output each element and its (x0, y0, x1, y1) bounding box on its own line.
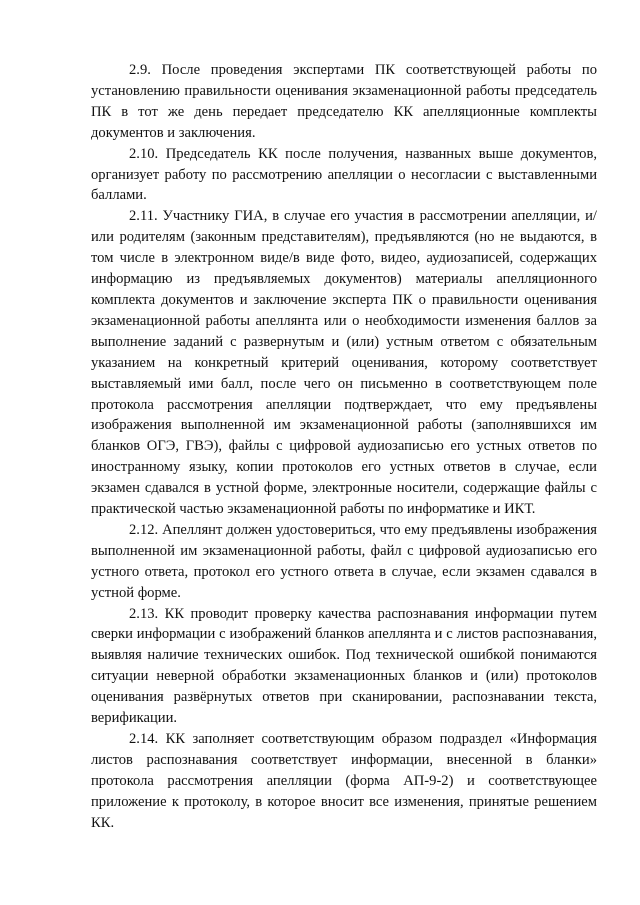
paragraph-2-13: 2.13. КК проводит проверку качества распознавания информации путем сверки информации с изображений бланков апеллянта и с листов распознавания, выявляя наличие технических ошибок. Под технической ошибкой понимаются ситуации неверной обработки экзаменационных бланков и (или) протоколов оценивания развёрнутых ответов при сканировании, распознавании текста, верификации. (91, 605, 597, 727)
paragraph-2-11: 2.11. Участнику ГИА, в случае его участия в рассмотрении апелляции, и/или родителям (законным представителям), предъявляются (но не выдаются, в том числе в электронном виде/в виде фото, видео, аудиозаписей, содержащих информацию из предъявляемых документов) материалы апелляционного комплекта документов и заключение эксперта ПК о правильности оценивания экзаменационной работы апеллянта или о необходимости изменения баллов за выполнение заданий с развернутым и (или) устным ответом с обязательным указанием на конкретный критерий оценивания, которому соответствует выставляемый ими балл, после чего он письменно в соответствующем поле протокола рассмотрения апелляции подтверждает, что ему предъявлены изображения выполненной им экзаменационной работы (заполнявшихся им бланков ОГЭ, ГВЭ), файлы с цифровой аудиозаписью его устных ответов по иностранному языку, копии протоколов его устных ответов в случае, если экзамен сдавался в устной форме, электронные носители, содержащие файлы с практической частью экзаменационной работы по информатике и ИКТ. (91, 208, 597, 518)
paragraph-2-10: 2.10. Председатель КК после получения, названных выше документов, организует работу по рассмотрению апелляции о несогласии с выставленными баллами. (91, 145, 597, 204)
paragraph-2-14: 2.14. КК заполняет соответствующим образом подраздел «Информация листов распознавания соответствует информации, внесенной в бланки» протокола рассмотрения апелляции (форма АП-9-2) и соответствующее приложение к протоколу, в которое вносит все изменения, принятые решением КК. (91, 731, 597, 831)
paragraph-2-12: 2.12. Апеллянт должен удостовериться, что ему предъявлены изображения выполненной им экзаменационной работы, файл с цифровой аудиозаписью его устного ответа, протокол его устного ответа в случае, если экзамен сдавался в устной форме. (91, 521, 597, 601)
document-page (91, 60, 597, 834)
paragraph-2-9: 2.9. После проведения экспертами ПК соответствующей работы по установлению правильности оценивания экзаменационной работы председатель ПК в тот же день передает председателю КК апелляционные комплекты документов и заключения. (91, 62, 597, 141)
